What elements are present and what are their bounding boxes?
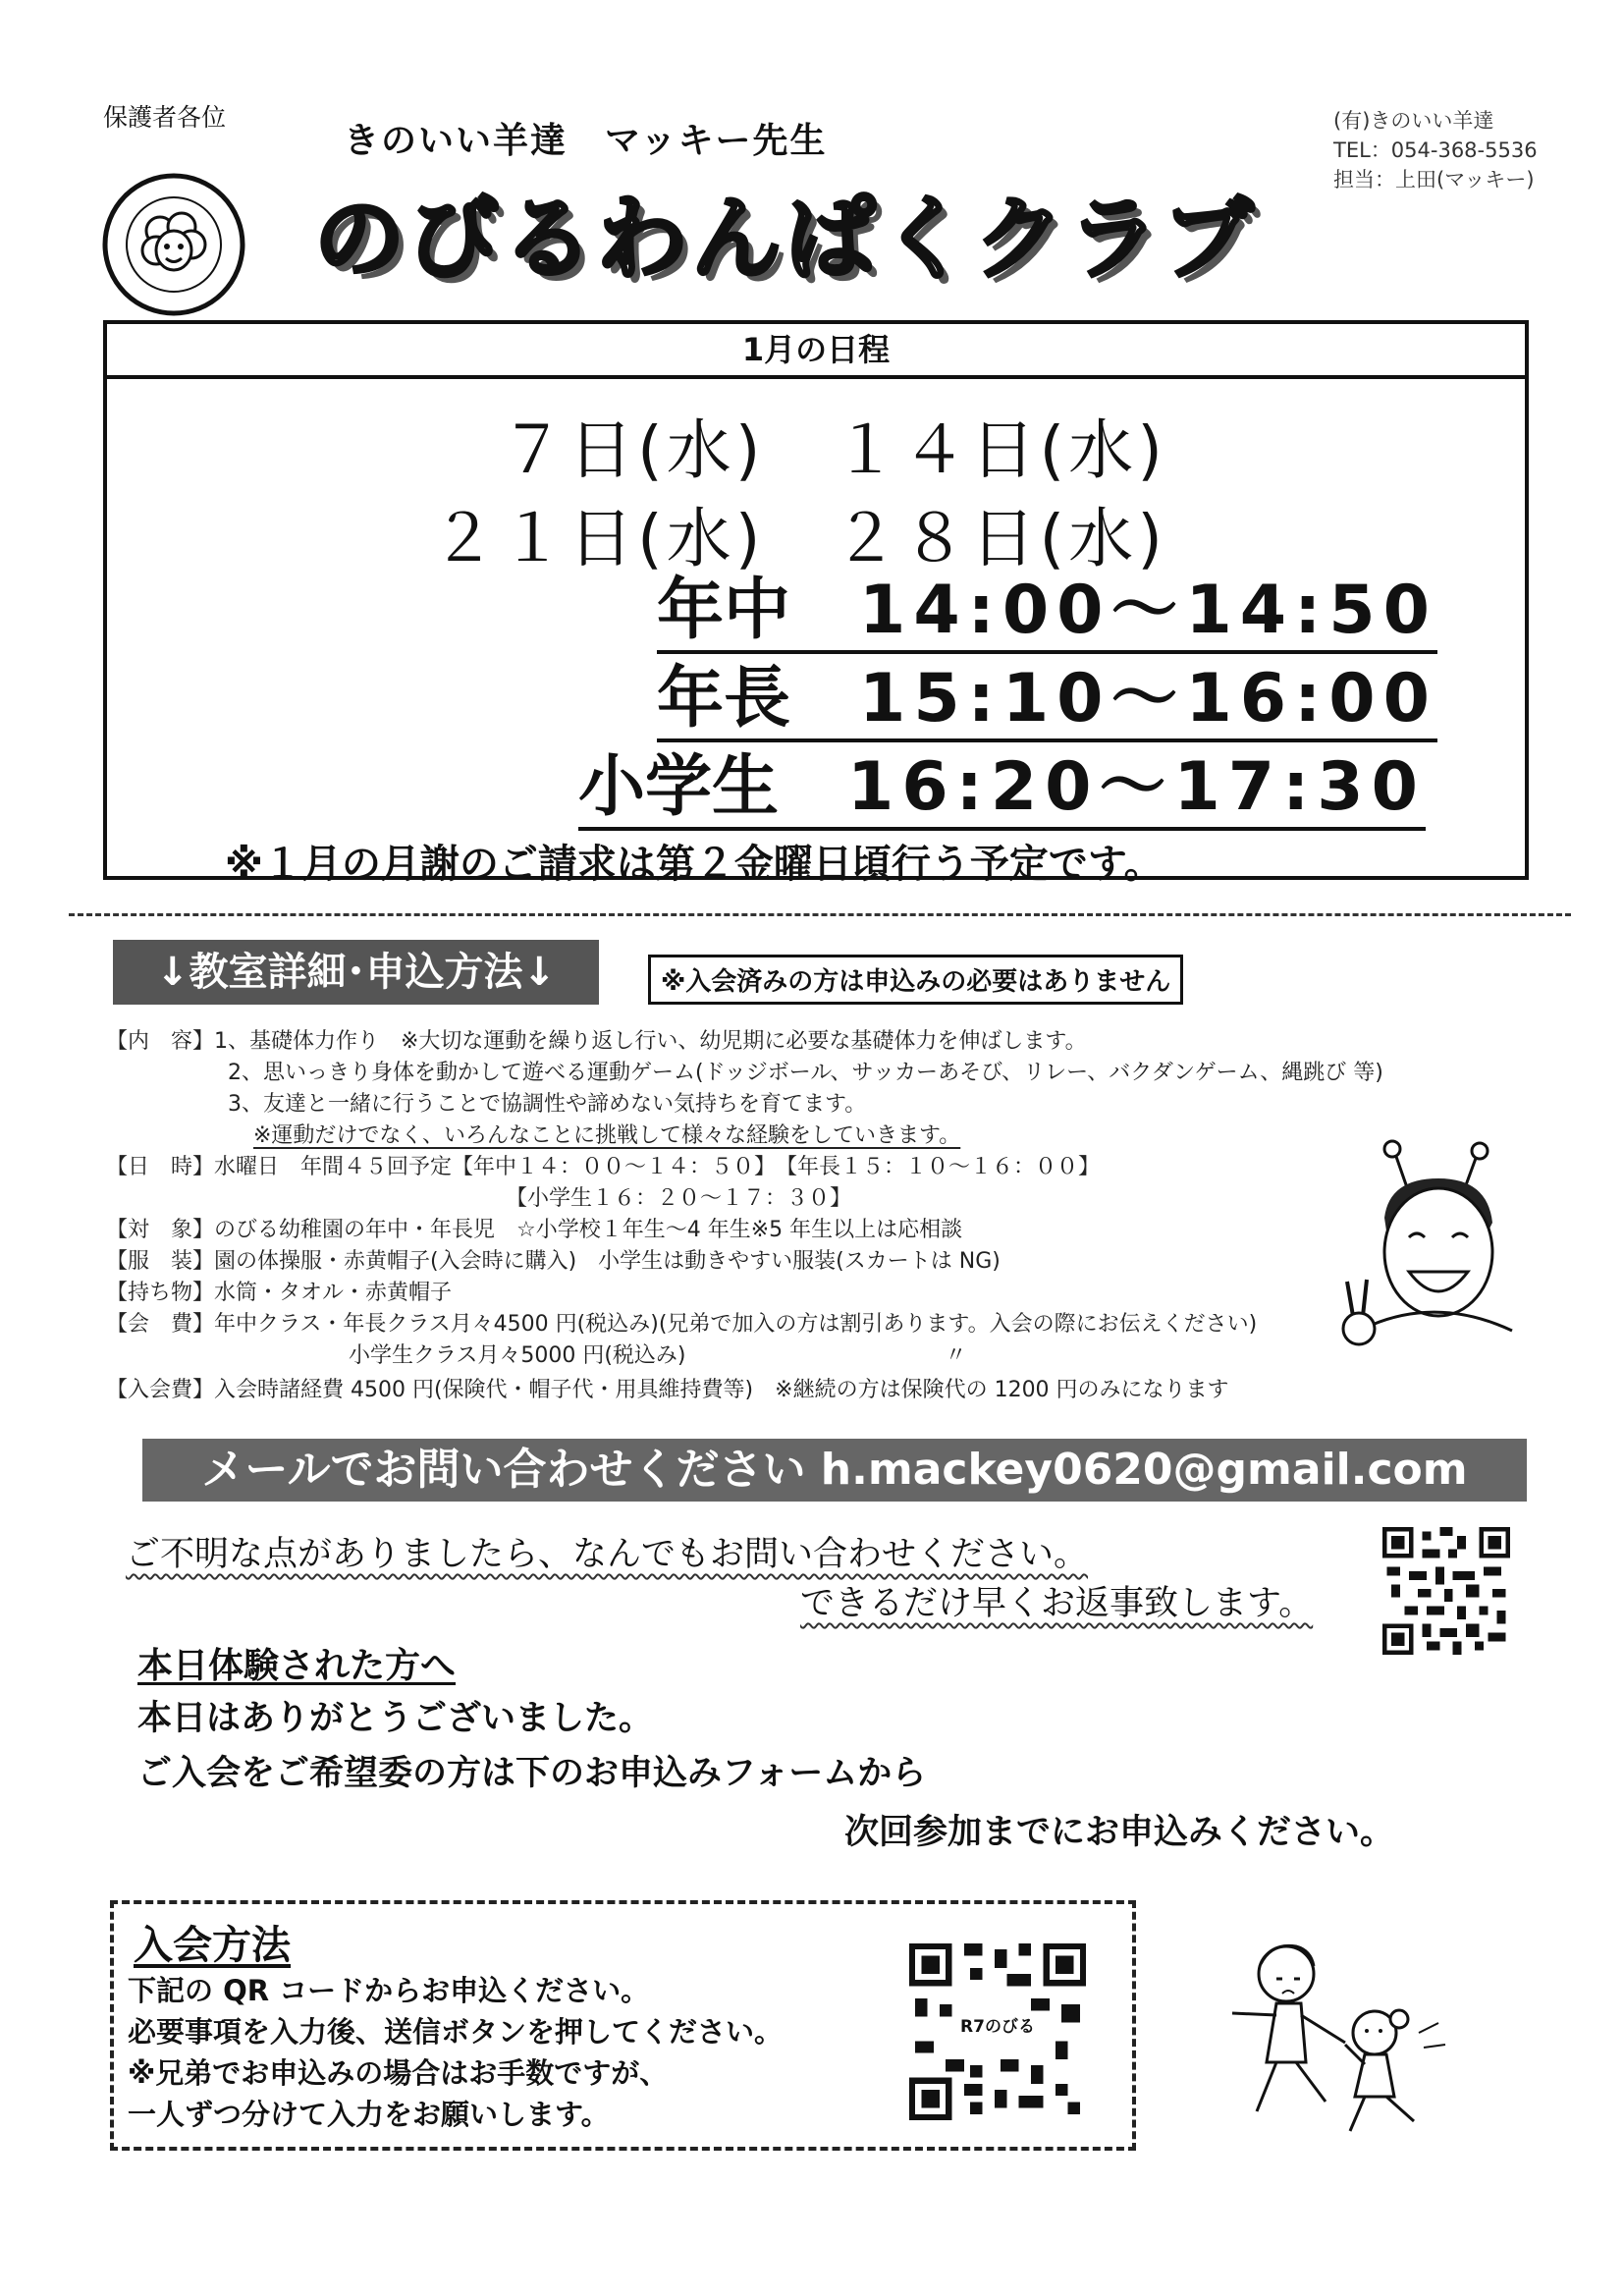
- company-contact-person: 担当：上田(マッキー): [1333, 168, 1535, 191]
- section-divider: [69, 913, 1571, 916]
- time-label: 小学生: [578, 748, 780, 826]
- time-row-nenchu: [657, 572, 1437, 654]
- sheep-logo-icon: [101, 172, 246, 317]
- company-info: [1333, 106, 1538, 194]
- detail-line-content-1: 【内 容】1、基礎体力作り ※大切な運動を繰り返し行い、幼児期に必要な基礎体力を伸ばします。: [106, 1029, 1087, 1054]
- join-line-4: 一人ずつ分けて入力をお願いします。: [128, 2098, 610, 2131]
- join-line-3: ※兄弟でお申込みの場合はお手数ですが、: [128, 2056, 669, 2090]
- detail-line-fee: 【会 費】年中クラス・年長クラス月々4500 円(税込み)(兄弟で加入の方は割引あります。入会の際にお伝えください): [106, 1312, 1258, 1337]
- company-tel: TEL：054-368-5536: [1333, 138, 1538, 162]
- company-name: (有)きのいい羊達: [1333, 109, 1494, 133]
- time-row-elementary: [578, 748, 1426, 831]
- time-label: 年長: [657, 660, 791, 738]
- peace-sign-hand-icon: [1335, 1272, 1384, 1350]
- time-label: 年中: [657, 572, 791, 649]
- trial-message-3: 次回参加までにお申込みください。: [844, 1813, 1395, 1852]
- detail-line-belongings: 【持ち物】水筒・タオル・赤黄帽子: [106, 1281, 453, 1305]
- trial-heading: 本日体験された方へ: [137, 1646, 457, 1686]
- subtitle: きのいい羊達 マッキー先生: [344, 121, 828, 161]
- time-row-nencho: [657, 660, 1437, 742]
- email-contact-bar: メールでお問い合わせください h.mackey0620@gmail.com: [142, 1439, 1527, 1502]
- detail-line-clothing: 【服 装】園の体操服・赤黄帽子(入会時に購入) 小学生は動きやすい服装(スカートは NG): [106, 1249, 1001, 1274]
- detail-line-content-note: ※運動だけでなく、いろんなことに挑戦して様々な経験をしていきます。: [253, 1123, 961, 1148]
- billing-note: ※１月の月謝のご請求は第２金曜日頃行う予定です。: [225, 842, 1164, 887]
- qr-code-label: R7のびる: [960, 2017, 1035, 2037]
- time-value: 16:20〜17:30: [847, 748, 1426, 826]
- club-title: のびるわんぱくクラブ: [314, 187, 1258, 292]
- email-qr-code-icon[interactable]: [1382, 1527, 1510, 1655]
- addressee: 保護者各位: [103, 103, 227, 132]
- join-line-2: 必要事項を入力後、送信ボタンを押してください。: [128, 2015, 784, 2049]
- contact-message-1: ご不明な点がありましたら、なんでもお問い合わせください。: [126, 1535, 1089, 1574]
- detail-line-content-3: 3、友達と一緒に行うことで協調性や諦めない気持ちを育てます。: [228, 1092, 867, 1117]
- contact-message-2: できるだけ早くお返事致します。: [800, 1584, 1314, 1623]
- member-note: ※入会済みの方は申込みの必要はありません: [648, 955, 1183, 1005]
- details-title: ↓教室詳細･申込方法↓: [113, 940, 599, 1005]
- detail-line-target: 【対 象】のびる幼稚園の年中・年長児 ☆小学校１年生〜4 年生※5 年生以上は応相談: [106, 1218, 963, 1242]
- join-line-1: 下記の QR コードからお申込ください。: [128, 1974, 650, 2007]
- detail-line-fee-elementary: 小学生クラス月々5000 円(税込み) 〃: [349, 1343, 967, 1368]
- detail-line-schedule-elementary: 【小学生１６：２０〜１７：３０】: [506, 1186, 852, 1211]
- schedule-box: [103, 320, 1529, 887]
- join-method-box: [110, 1900, 1136, 2151]
- detail-line-content-2: 2、思いっきり身体を動かして遊べる運動ゲーム(ドッジボール、サッカーあそび、リレー、バクダンゲーム、縄跳び 等): [228, 1061, 1383, 1085]
- trial-message-1: 本日はありがとうございました。: [137, 1699, 654, 1738]
- schedule-dates-row-2: ２１日(水) ２８日(水): [431, 501, 1166, 576]
- time-value: 14:00〜14:50: [859, 572, 1437, 649]
- running-children-icon: [1218, 1925, 1463, 2141]
- trial-message-2: ご入会をご希望委の方は下のお申込みフォームから: [137, 1754, 927, 1793]
- detail-line-schedule: 【日 時】水曜日 年間４５回予定【年中１４：００〜１４：５０】 【年長１５：１０〜１６：００】: [106, 1155, 1101, 1179]
- application-qr-code[interactable]: [909, 1943, 1086, 2120]
- detail-line-admission-fee: 【入会費】入会時諸経費 4500 円(保険代・帽子代・用具維持費等) ※継続の方は保険代の 1200 円のみになります: [106, 1378, 1229, 1402]
- time-value: 15:10〜16:00: [859, 660, 1437, 738]
- schedule-dates-row-1: ７日(水) １４日(水): [500, 412, 1166, 488]
- join-heading: 入会方法: [134, 1923, 291, 1968]
- schedule-title: 1月の日程: [107, 324, 1525, 379]
